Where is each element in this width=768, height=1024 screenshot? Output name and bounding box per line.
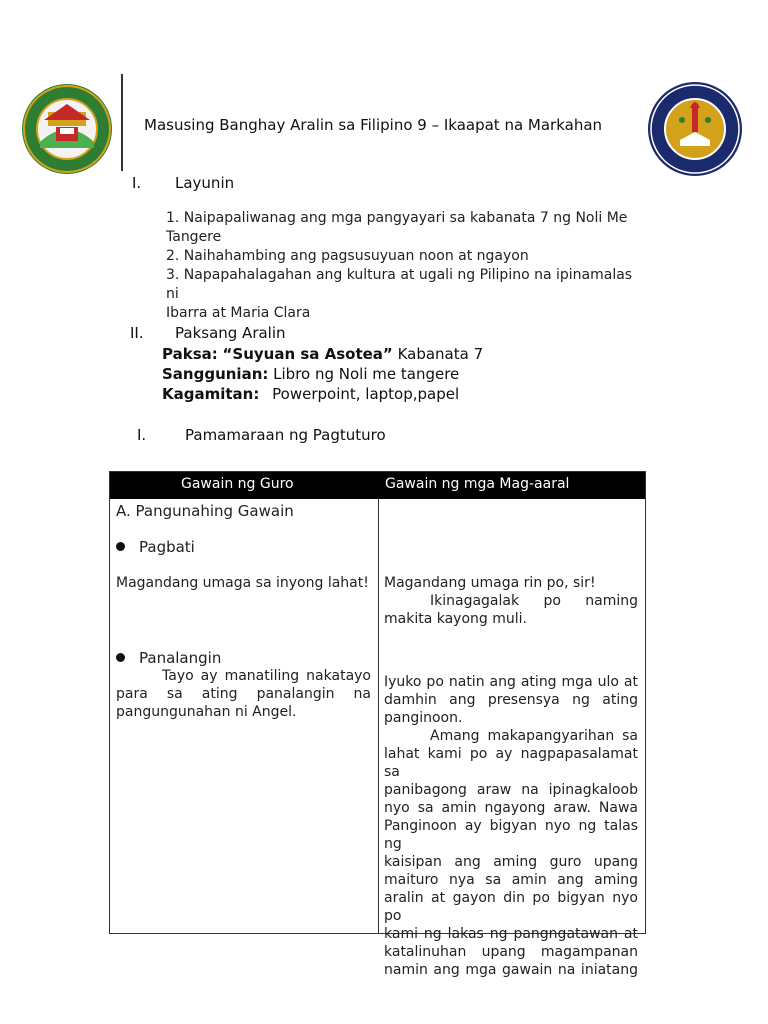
text-line: katalinuhan upang magampanan	[384, 944, 638, 960]
sanggunian-label: Sanggunian:	[162, 365, 269, 383]
pagbati-heading	[116, 538, 195, 556]
panalangin-label: Panalangin	[139, 649, 222, 667]
section-pamamaraan-heading	[137, 426, 386, 444]
panalangin-text	[116, 667, 371, 721]
lesson-activity-table	[109, 471, 646, 978]
section-number: I.	[137, 426, 147, 444]
text-line: kami ng lakas ng pangngatawan at	[384, 926, 638, 942]
section-title: Pamamaraan ng Pagtuturo	[185, 426, 386, 444]
text-line: Tayo ay manatiling nakatayo	[162, 668, 371, 684]
list-item: 1. Naipapaliwanag ang mga pangyayari sa kabanata 7 ng Noli Me	[166, 210, 628, 226]
text-line: aralin at gayon din po bigyan nyo po	[384, 890, 638, 924]
kagamitan-label: Kagamitan:	[162, 385, 260, 403]
paksa-title: “Suyuan sa Asotea”	[222, 345, 393, 363]
pagbati-text: Magandang umaga sa inyong lahat!	[116, 575, 369, 591]
header-guro: Gawain ng Guro	[181, 476, 294, 492]
section-number: II.	[130, 324, 144, 342]
section-paksang-aralin-heading	[130, 324, 286, 342]
section-title: Paksang Aralin	[175, 324, 286, 342]
bullet-icon	[116, 653, 125, 662]
header-mag-aaral: Gawain ng mga Mag-aaral	[385, 476, 570, 492]
bullet-icon	[116, 542, 125, 551]
section-layunin-heading	[132, 174, 234, 192]
list-item: Tangere	[166, 229, 222, 245]
list-item: Ibarra at Maria Clara	[166, 305, 311, 321]
text-line: Magandang umaga rin po, sir!	[384, 575, 596, 591]
text-line: para sa ating panalangin na	[116, 686, 371, 702]
panalangin-heading	[116, 649, 221, 667]
text-line: Iyuko po natin ang ating mga ulo at	[384, 674, 638, 690]
list-item: 3. Napapahalagahan ang kultura at ugali ng Pilipino na ipinamalas ni	[166, 267, 633, 302]
text-line: panginoon.	[384, 710, 463, 726]
list-item: 2. Naihahambing ang pagsusuyuan noon at ngayon	[166, 248, 529, 264]
sanggunian-value: Libro ng Noli me tangere	[268, 365, 460, 383]
text-line: maituro nya sa amin ang aming	[384, 872, 638, 888]
text-line: Amang makapangyarihan sa	[430, 728, 638, 744]
text-line: pangungunahan ni Angel.	[116, 704, 297, 720]
paksa-line	[162, 345, 483, 363]
text-line: kaisipan ang aming guro upang	[384, 854, 638, 870]
document-title: Masusing Banghay Aralin sa Filipino 9 – Ikaapat na Markahan	[144, 116, 603, 134]
student-greeting	[384, 574, 638, 628]
text-line: damhin ang presensya ng ating	[384, 692, 638, 708]
section-title: Layunin	[175, 174, 235, 192]
kagamitan-line	[162, 385, 459, 403]
table-header-row	[110, 472, 645, 499]
text-line: makita kayong muli.	[384, 611, 527, 627]
kagamitan-value: Powerpoint, laptop,papel	[272, 385, 460, 403]
paksa-label: Paksa:	[162, 345, 218, 363]
column-divider	[378, 499, 379, 934]
layunin-list	[166, 209, 646, 323]
paksa-rest: Kabanata 7	[392, 345, 484, 363]
deped-seal-logo	[18, 82, 116, 176]
text-line: nyo sa amin ngayong araw. Nawa	[384, 800, 638, 816]
pagbati-label: Pagbati	[139, 538, 195, 556]
text-line: panibagong araw na ipinagkaloob	[384, 782, 638, 798]
section-number: I.	[132, 174, 142, 192]
header-divider	[121, 74, 123, 171]
section-a-heading: A. Pangunahing Gawain	[116, 502, 294, 520]
text-line: Ikinagagalak po naming	[430, 593, 638, 609]
text-line: namin ang mga gawain na iniatang	[384, 962, 638, 978]
text-line: Panginoon ay bigyan nyo ng talas ng	[384, 818, 638, 852]
student-prayer	[384, 673, 638, 979]
school-seal-logo	[646, 80, 744, 178]
sanggunian-line	[162, 365, 459, 383]
text-line: lahat kami po ay nagpapasalamat sa	[384, 746, 638, 780]
